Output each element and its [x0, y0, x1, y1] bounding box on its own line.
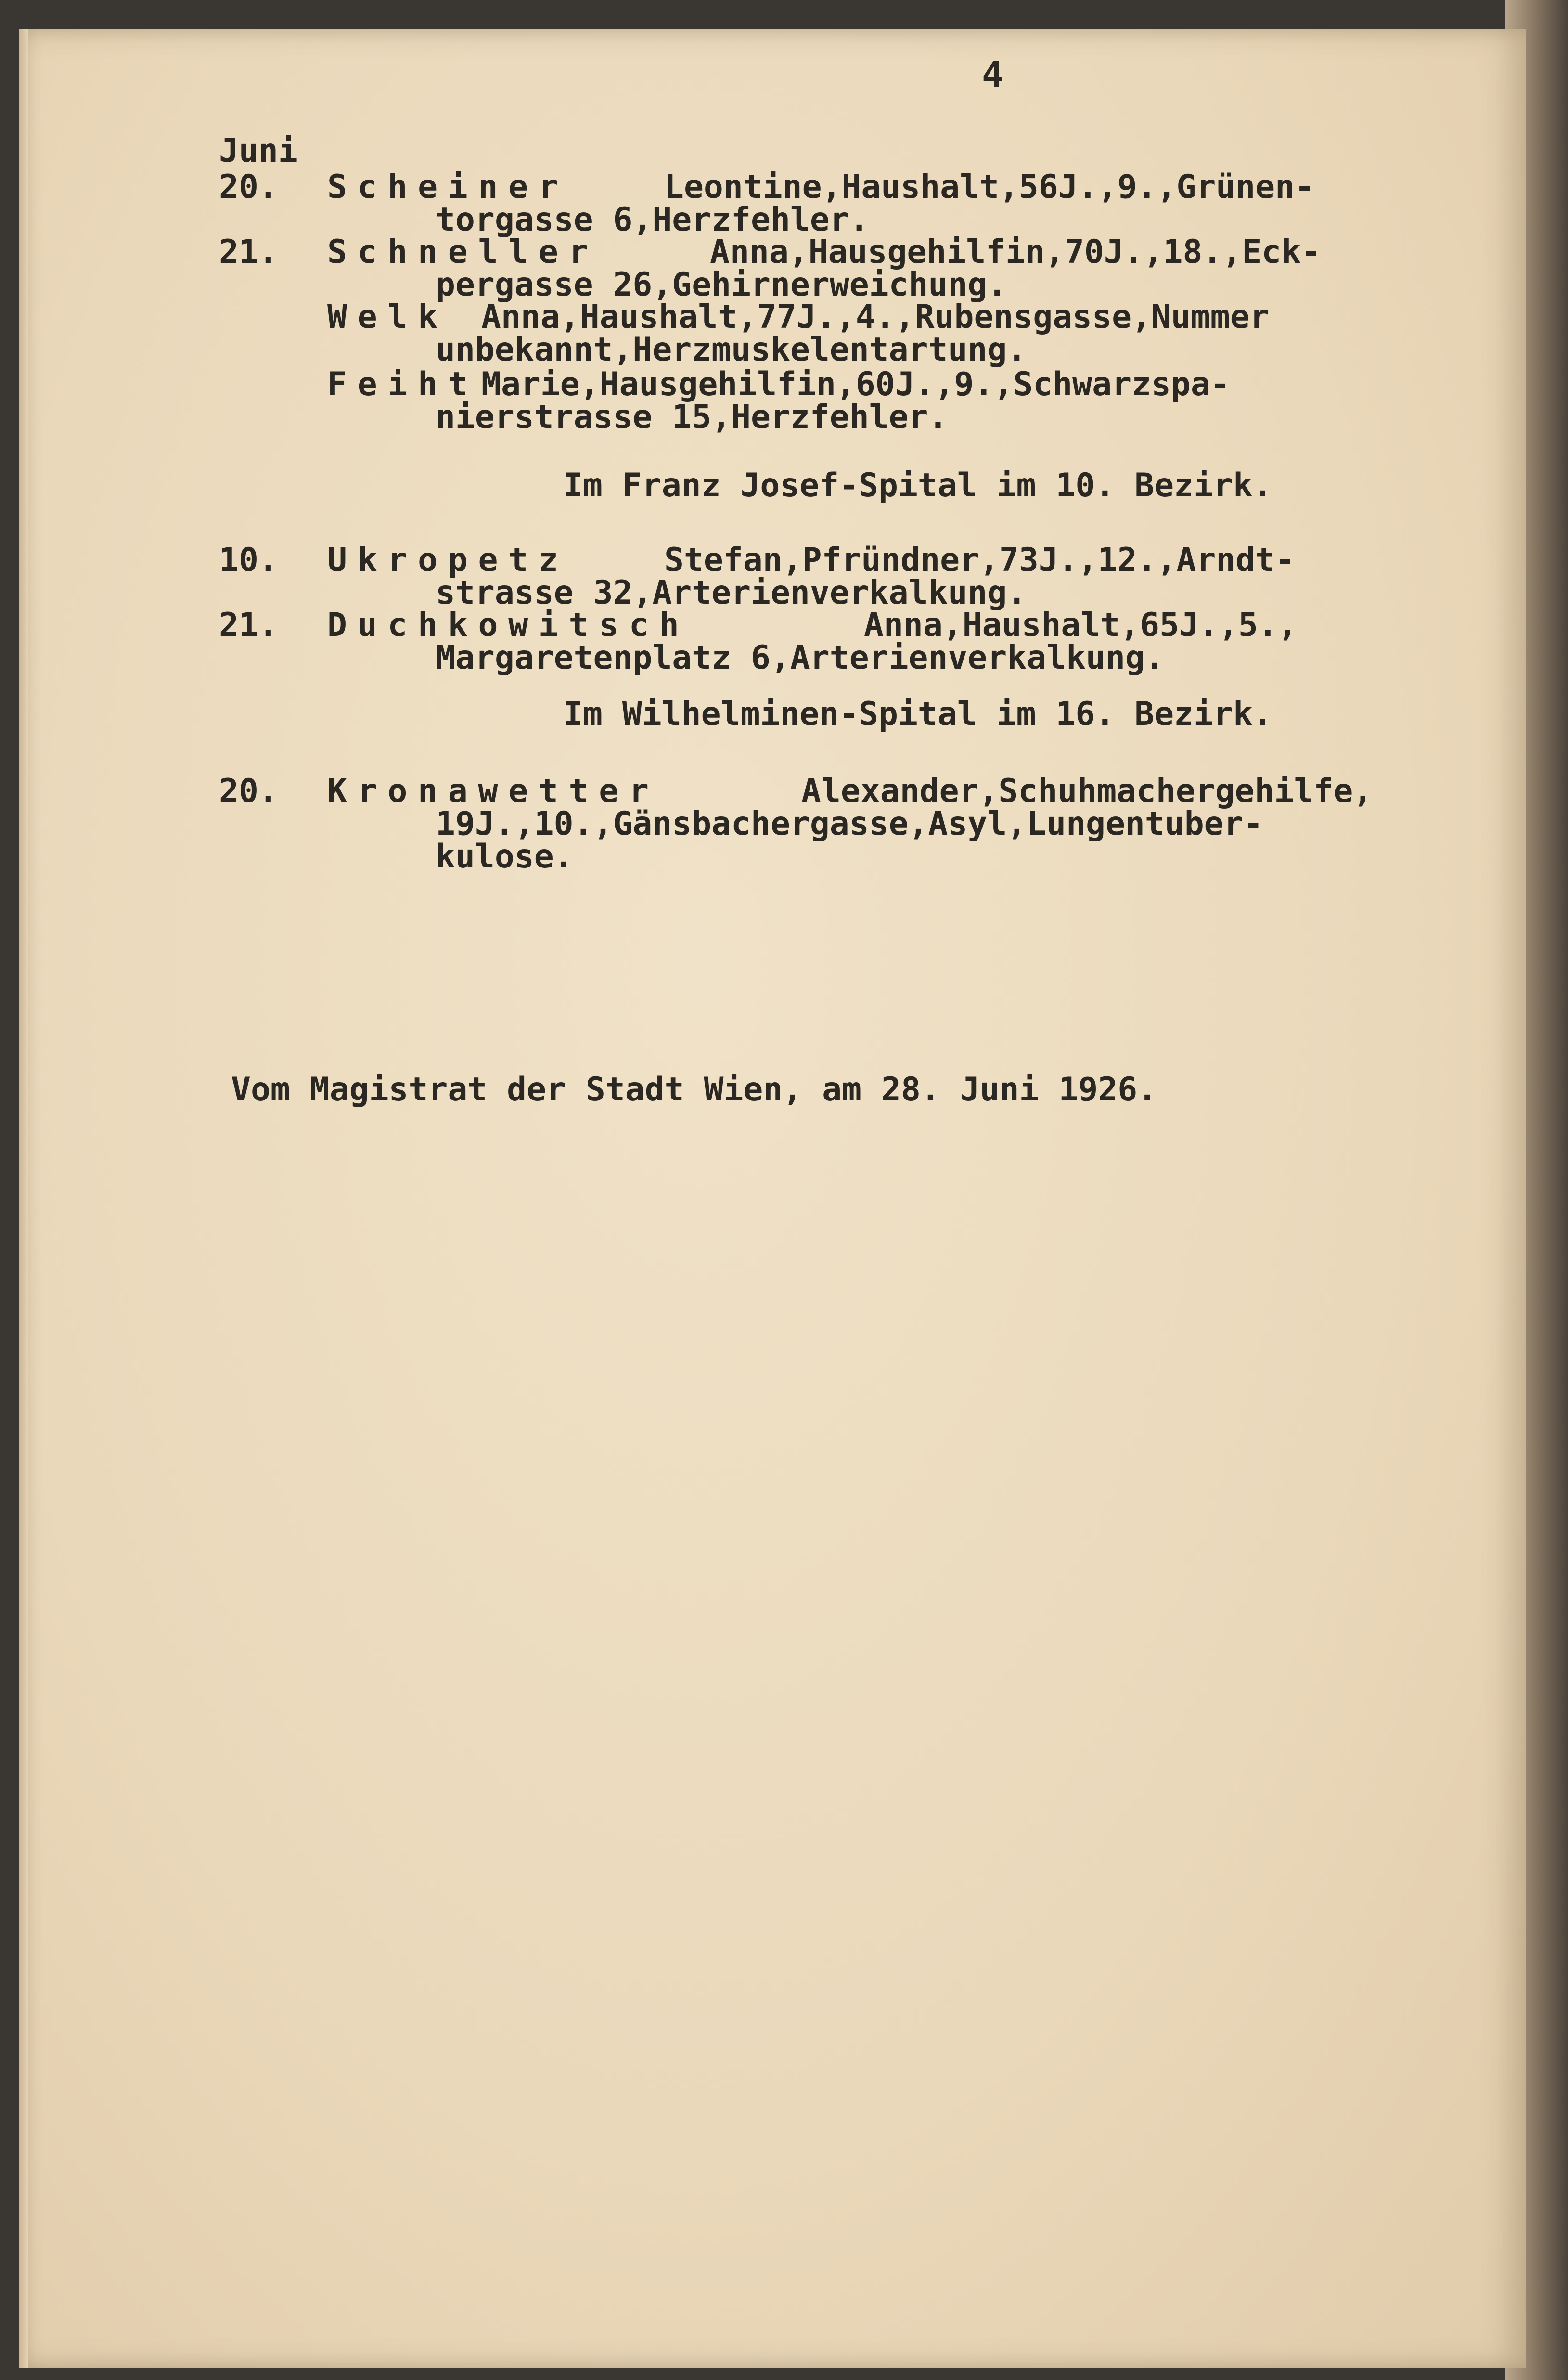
entry-line: Stefan,Pfründner,73J.,12.,Arndt-	[664, 541, 1295, 579]
page-number: 4	[982, 54, 1003, 95]
entry-surname: Kronawetter	[327, 772, 659, 810]
page-gutter	[19, 29, 28, 2368]
hospital-heading: Im Franz Josef-Spital im 10. Bezirk.	[563, 466, 1272, 504]
entry-surname: Schneller	[327, 233, 599, 271]
entry-line: unbekannt,Herzmuskelentartung.	[436, 331, 1027, 369]
entry-line: kulose.	[436, 838, 574, 876]
entry-line: 19J.,10.,Gänsbachergasse,Asyl,Lungentuber-	[436, 805, 1263, 843]
entry-line: Margaretenplatz 6,Arterienverkalkung.	[436, 639, 1165, 677]
entry-day: 20.	[219, 772, 278, 810]
entry-line: nierstrasse 15,Herzfehler.	[436, 398, 948, 436]
entry-day: 21.	[219, 606, 278, 644]
entry-day: 20.	[219, 168, 278, 206]
entry-line: Anna,Hausgehilfin,70J.,18.,Eck-	[710, 233, 1321, 271]
closing-line: Vom Magistrat der Stadt Wien, am 28. Juni 1926.	[231, 1071, 1157, 1109]
entry-line: pergasse 26,Gehirnerweichung.	[436, 266, 1007, 304]
entry-line: Leontine,Haushalt,56J.,9.,Grünen-	[664, 168, 1315, 206]
entry-line: Alexander,Schuhmachergehilfe,	[801, 772, 1373, 810]
entry-surname: Feiht	[327, 365, 478, 403]
entry-surname: Duchkowitsch	[327, 606, 690, 644]
entry-line: Marie,Hausgehilfin,60J.,9.,Schwarzspa-	[481, 365, 1230, 403]
entry-line: torgasse 6,Herzfehler.	[436, 201, 869, 239]
entry-surname: Ukropetz	[327, 541, 569, 579]
entry-day: 21.	[219, 233, 278, 271]
entry-surname: Welk	[327, 298, 448, 336]
entry-line: strasse 32,Arterienverkalkung.	[436, 574, 1027, 612]
entry-surname: Scheiner	[327, 168, 569, 206]
entry-line: Anna,Haushalt,77J.,4.,Rubensgasse,Nummer	[481, 298, 1270, 336]
entry-line: Anna,Haushalt,65J.,5.,	[864, 606, 1298, 644]
hospital-heading: Im Wilhelminen-Spital im 16. Bezirk.	[563, 695, 1272, 733]
month-label: Juni	[219, 132, 298, 170]
entry-day: 10.	[219, 541, 278, 579]
